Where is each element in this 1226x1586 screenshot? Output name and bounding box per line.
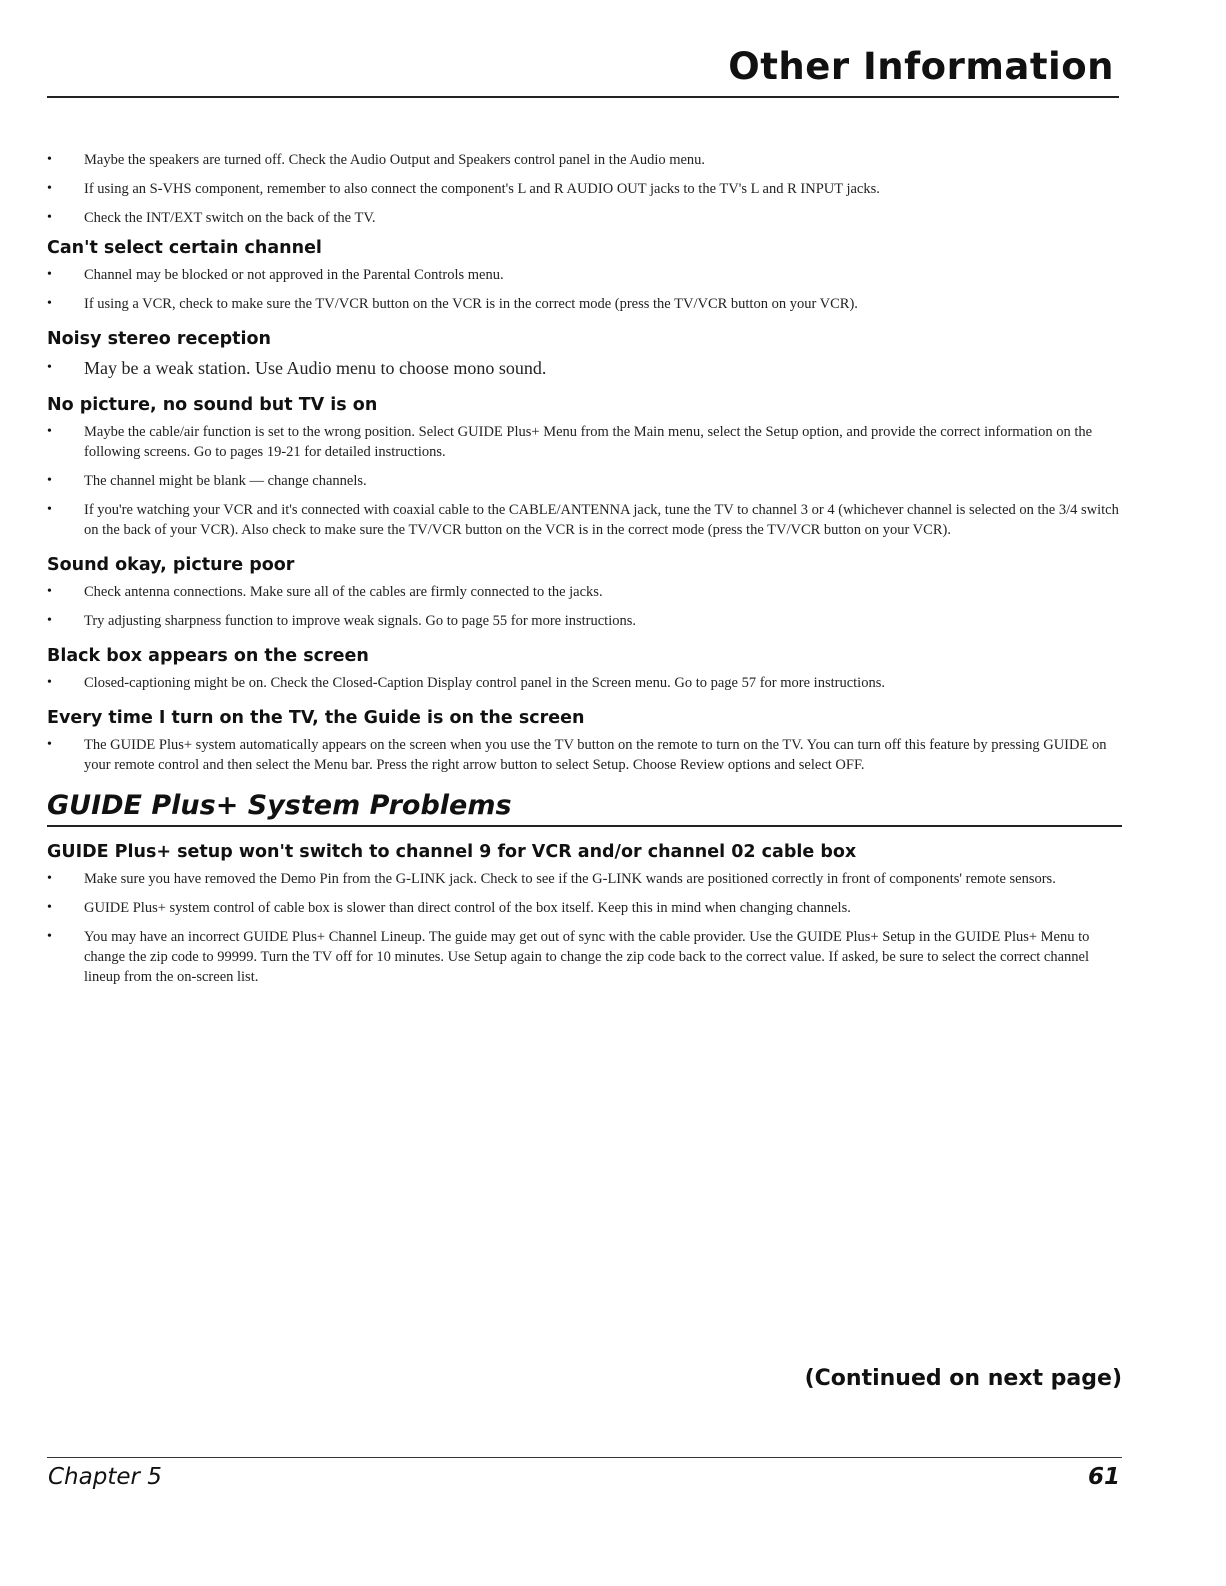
list-item: • Check antenna connections. Make sure all of the cables are firmly connected to the jacks. [47, 582, 1122, 602]
list-item: • You may have an incorrect GUIDE Plus+ Channel Lineup. The guide may get out of sync with the cable provider. Use the GUIDE Plus+ Setup in the GUIDE Plus+ Menu to change the zip code to 99999. Turn the TV off for 10 minutes. Use Setup again to change the zip code back to the correct value. If asked, be sure to select the correct channel lineup from the on-screen list. [47, 927, 1122, 987]
list-item: • If using an S-VHS component, remember to also connect the component's L and R AUDIO OUT jacks to the TV's L and R INPUT jacks. [47, 179, 1122, 199]
section-divider [47, 825, 1122, 827]
list-item: • The channel might be blank — change channels. [47, 471, 1122, 491]
list-item: • If using a VCR, check to make sure the TV/VCR button on the VCR is in the correct mode (press the TV/VCR button on your VCR). [47, 294, 1122, 314]
section-heading: Sound okay, picture poor [47, 555, 295, 575]
bullet-list [47, 869, 1122, 987]
list-item: • Channel may be blocked or not approved in the Parental Controls menu. [47, 265, 1122, 285]
section-heading: No picture, no sound but TV is on [47, 395, 378, 415]
section-noisy-stereo [47, 328, 1122, 380]
section-heading: Every time I turn on the TV, the Guide is on the screen [47, 708, 585, 728]
footer-divider [47, 1457, 1122, 1458]
list-item: • Check the INT/EXT switch on the back of the TV. [47, 208, 1122, 228]
section-heading: Can't select certain channel [47, 238, 322, 258]
section-no-picture-no-sound [47, 394, 1122, 540]
list-item: • GUIDE Plus+ system control of cable box is slower than direct control of the box itself. Keep this in mind when changing channels. [47, 898, 1122, 918]
section-cant-select-channel [47, 237, 1122, 314]
list-item: • Closed-captioning might be on. Check the Closed-Caption Display control panel in the Screen menu. Go to page 57 for more instructions. [47, 673, 1122, 693]
section-guide-setup [47, 841, 1122, 987]
header-divider [47, 96, 1119, 98]
list-item: • Maybe the cable/air function is set to the wrong position. Select GUIDE Plus+ Menu from the Main menu, select the Setup option, and provide the correct information on the following screens. Go to pages 19-21 for detailed instructions. [47, 422, 1122, 462]
footer-chapter: Chapter 5 [48, 1464, 162, 1490]
section-sound-okay-picture-poor [47, 554, 1122, 631]
bullet-list [47, 265, 1122, 314]
page-content [47, 150, 1122, 1001]
list-item: • The GUIDE Plus+ system automatically appears on the screen when you use the TV button on the remote to turn on the TV. You can turn off this feature by pressing GUIDE on your remote control and then select the Menu bar. Press the right arrow button to select Setup. Choose Review options and select OFF. [47, 735, 1122, 775]
list-item: • Make sure you have removed the Demo Pin from the G-LINK jack. Check to see if the G-LINK wands are positioned correctly in front of components' remote sensors. [47, 869, 1122, 889]
list-item: • May be a weak station. Use Audio menu to choose mono sound. [47, 356, 1122, 380]
list-item: • Maybe the speakers are turned off. Check the Audio Output and Speakers control panel in the Audio menu. [47, 150, 1122, 170]
section-black-box [47, 645, 1122, 693]
section-heading: Noisy stereo reception [47, 329, 271, 349]
bullet-list [47, 673, 1122, 693]
list-item: • If you're watching your VCR and it's connected with coaxial cable to the CABLE/ANTENNA jack, tune the TV to channel 3 or 4 (whichever channel is selected on the 3/4 switch on the back of your VCR). Also check to make sure the TV/VCR button on the VCR is in the correct mode (press the TV/VCR button on your VCR). [47, 500, 1122, 540]
page-header-title: Other Information [728, 45, 1114, 88]
bullet-list [47, 582, 1122, 631]
bullet-list [47, 422, 1122, 540]
intro-bullet-list [47, 150, 1122, 228]
section-guide-on-screen [47, 707, 1122, 775]
list-item: • Try adjusting sharpness function to improve weak signals. Go to page 55 for more instructions. [47, 611, 1122, 631]
section-heading: GUIDE Plus+ setup won't switch to channel 9 for VCR and/or channel 02 cable box [47, 842, 857, 862]
guide-plus-section-title: GUIDE Plus+ System Problems [47, 790, 512, 821]
bullet-list [47, 735, 1122, 775]
section-heading: Black box appears on the screen [47, 646, 369, 666]
bullet-list [47, 356, 1122, 380]
footer-page-number: 61 [1087, 1464, 1120, 1490]
continued-note: (Continued on next page) [804, 1366, 1122, 1391]
